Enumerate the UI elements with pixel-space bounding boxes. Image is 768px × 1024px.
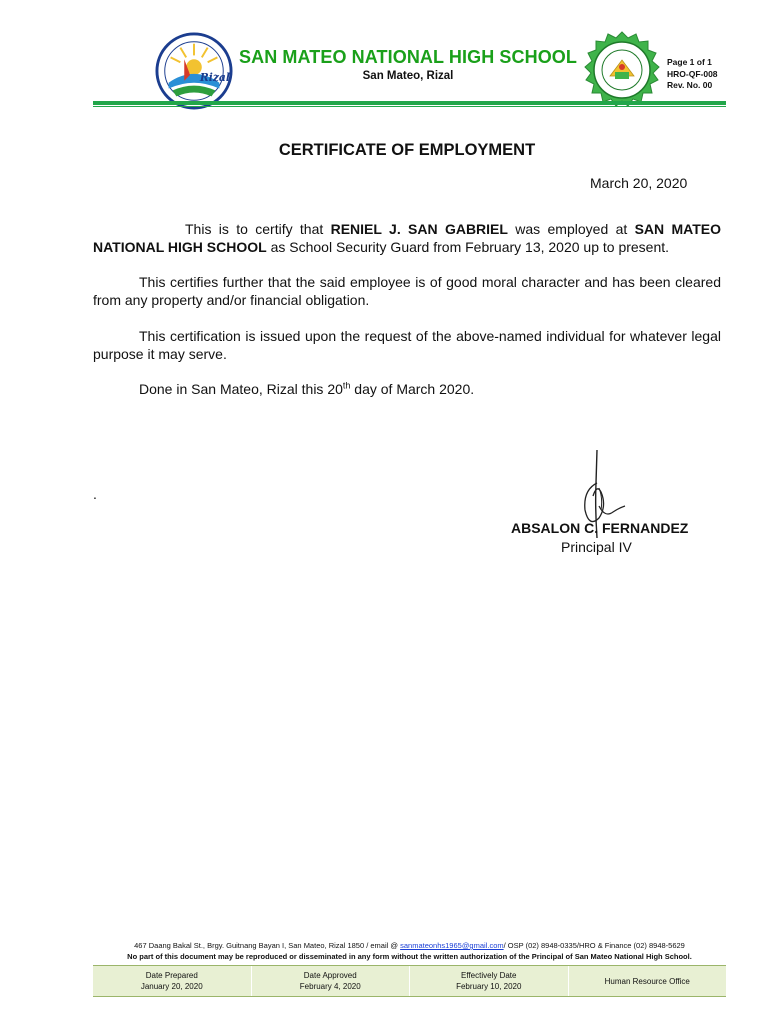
date-approved-value: February 4, 2020 — [299, 982, 361, 991]
school-location: San Mateo, Rizal — [362, 70, 454, 82]
p1-text-c: as School Security Guard from February 13, 2020 up to present. — [266, 239, 670, 255]
effective-date-value: February 10, 2020 — [456, 982, 522, 991]
province-seal-logo — [155, 32, 233, 110]
footer-address — [93, 941, 726, 950]
header-divider-thin — [93, 106, 726, 107]
stray-period: . — [93, 486, 97, 502]
revision-number: Rev. No. 00 — [667, 80, 713, 90]
p4-text-b: day of March 2020. — [350, 381, 475, 397]
signatory-name: ABSALON C. FERNANDEZ — [511, 520, 689, 536]
date-prepared-cell — [93, 966, 252, 996]
date-approved-label: Date Approved — [303, 971, 357, 980]
p1-text-b: was employed at — [507, 221, 635, 237]
document-dates-table — [93, 965, 726, 997]
office-name: Human Resource Office — [604, 976, 690, 986]
document-control-info — [667, 57, 718, 92]
page-number: Page 1 of 1 — [667, 57, 712, 67]
email-link[interactable]: sanmateonhs1965@gmail.com — [400, 941, 504, 950]
date-prepared-value: January 20, 2020 — [140, 982, 203, 991]
certificate-title: CERTIFICATE OF EMPLOYMENT — [278, 141, 536, 159]
school-reference: SAN MATEO NATIONAL HIGH SCHOOL — [93, 221, 721, 255]
employee-name: RENIEL J. SAN GABRIEL — [330, 221, 508, 237]
school-seal-logo — [582, 30, 662, 110]
form-code: HRO-QF-008 — [667, 68, 718, 79]
paragraph-certification — [93, 220, 721, 256]
header-divider — [93, 101, 726, 105]
address-text: 467 Daang Bakal St., Brgy. Guitnang Bayan I, San Mateo, Rizal 1850 / email @ — [134, 941, 401, 950]
p4-superscript: th — [342, 380, 351, 391]
effective-date-cell — [410, 966, 569, 996]
paragraph-moral-character: This certifies further that the said employee is of good moral character and has been cleared from any property and/or financial obligation. — [93, 274, 721, 308]
footer-notice: No part of this document may be reproduced or disseminated in any form without the written authorization of the Principal of San Mateo National High School. — [127, 952, 692, 961]
school-name: SAN MATEO NATIONAL HIGH SCHOOL — [239, 47, 577, 67]
date-approved-cell — [252, 966, 411, 996]
effective-date-label: Effectively Date — [461, 971, 517, 980]
p1-text-a: This is to certify that — [185, 221, 331, 237]
certificate-date: March 20, 2020 — [590, 175, 688, 191]
svg-text:Rizal: Rizal — [199, 70, 230, 84]
phone-text: / OSP (02) 8948-0335/HRO & Finance (02) 8948-5629 — [503, 941, 685, 950]
p4-text-a: Done in San Mateo, Rizal this 20 — [139, 381, 343, 397]
date-prepared-label: Date Prepared — [145, 971, 198, 980]
signatory-position: Principal IV — [561, 539, 632, 555]
paragraph-done-in — [93, 380, 721, 398]
office-cell — [569, 966, 727, 996]
paragraph-purpose: This certification is issued upon the request of the above-named individual for whatever legal purpose it may serve. — [93, 328, 721, 362]
